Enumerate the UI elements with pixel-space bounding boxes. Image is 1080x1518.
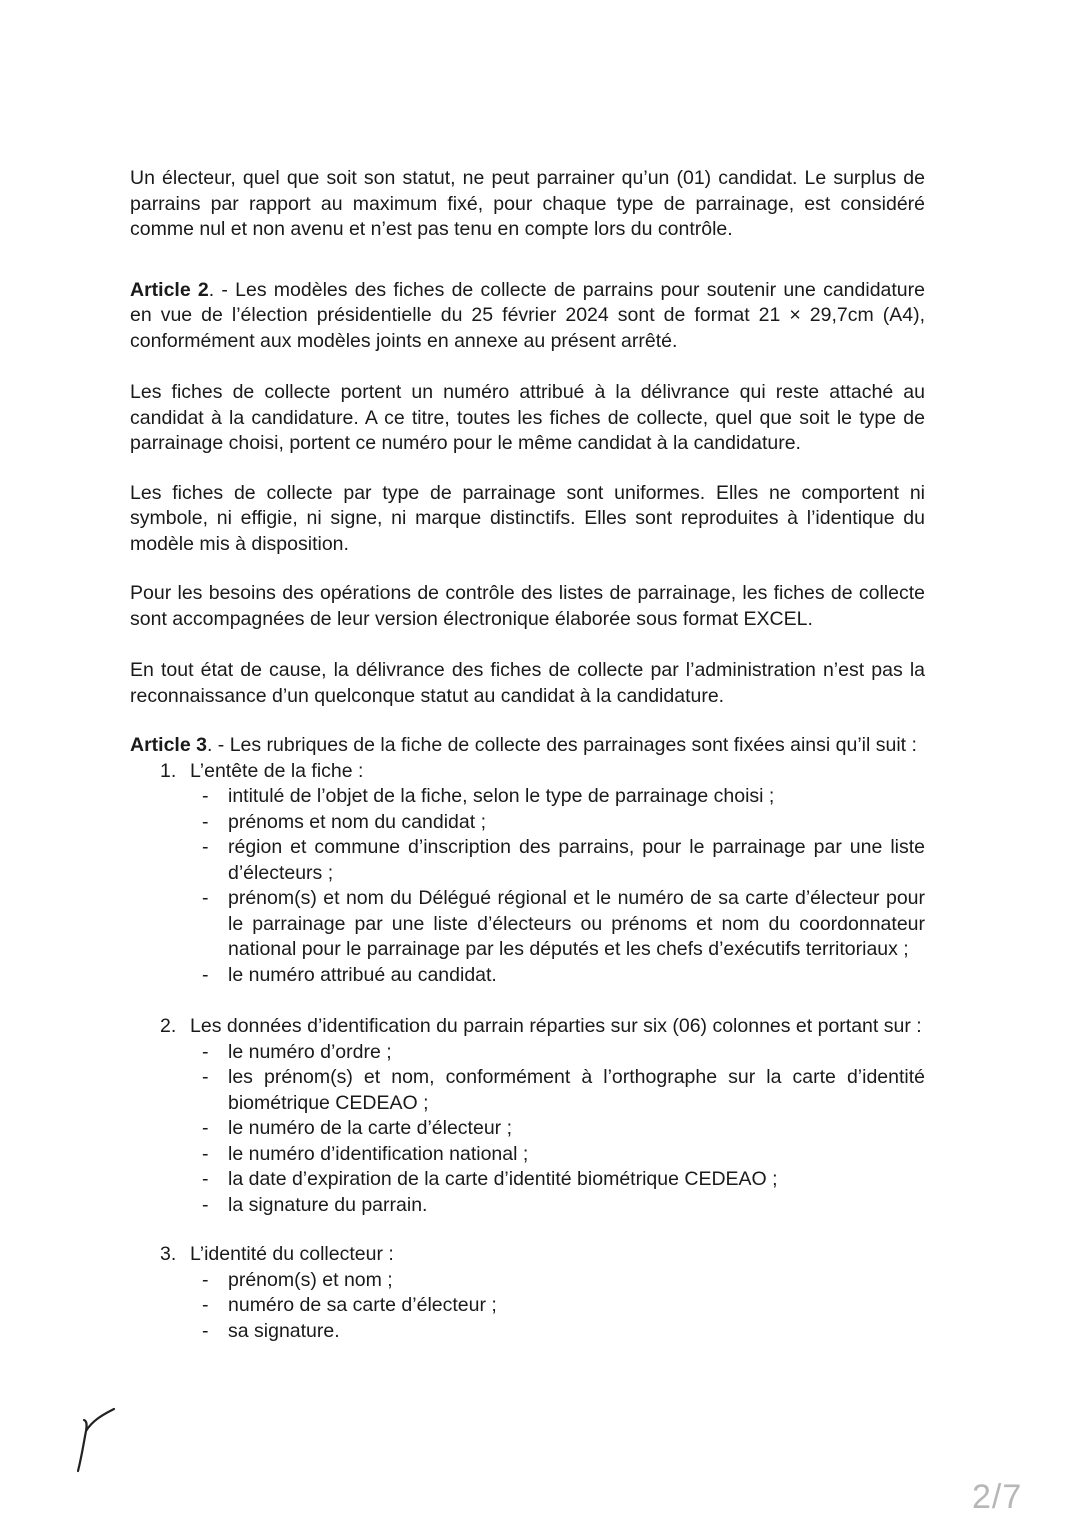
list-item: - le numéro d’identification national ;: [190, 1142, 925, 1168]
dash-bullet: -: [202, 1294, 209, 1316]
dash-bullet: -: [202, 810, 209, 833]
paragraph-version-excel: Pour les besoins des opérations de contrôle des listes de parrainage, les fiches de collecte sont accompagnées de leur version électronique élaborée sous format EXCEL.: [130, 582, 925, 630]
list-item: - le numéro de la carte d’électeur ;: [190, 1116, 925, 1142]
list-item: - prénom(s) et nom du Délégué régional et le numéro de sa carte d’électeur pour le parrainage par une liste d’électeurs ou prénoms et nom du coordonnateur national pour le parrainage par les députés et les chefs d’exécutifs territoriaux ;: [202, 887, 925, 960]
list-item: - région et commune d’inscription des parrains, pour le parrainage par une liste d’électeurs ;: [202, 836, 925, 884]
document-body: [130, 166, 925, 1344]
paragraph-article-3: [130, 733, 925, 759]
section-number: 1.: [160, 759, 177, 782]
section-number: 3.: [160, 1243, 177, 1265]
article-2-text: . - Les modèles des fiches de collecte de parrains pour soutenir une candidature en vue de l’élection présidentielle du 25 février 2024 sont de format 21 × 29,7cm (A4), conformément aux modèles joints en annexe au présent arrêté.: [130, 278, 925, 352]
section-title: L’identité du collecteur :: [190, 1243, 394, 1265]
dash-bullet: -: [202, 1268, 209, 1291]
dash-bullet: -: [202, 1319, 209, 1342]
initials-signature-mark: [70, 1405, 120, 1475]
dash-bullet: -: [202, 1040, 209, 1063]
paragraph-fiches-uniformes: Les fiches de collecte par type de parrainage sont uniformes. Elles ne comportent ni symbole, ni effigie, ni signe, ni marque distinctifs. Elles sont reproduites à l’identique du modèle mis à disposition.: [130, 481, 925, 555]
article-2-heading: Article 2: [130, 278, 209, 301]
list-item: - la date d’expiration de la carte d’identité biométrique CEDEAO ;: [190, 1167, 925, 1193]
paragraph-parrain-unique: Un électeur, quel que soit son statut, ne peut parrainer qu’un (01) candidat. Le surplus de parrains par rapport au maximum fixé, pour chaque type de parrainage, est considéré comme nul et non avenu et n’est pas tenu en compte lors du contrôle.: [130, 167, 925, 240]
list-item: - sa signature.: [190, 1319, 925, 1345]
list-section-donnees-parrain: [130, 1014, 925, 1218]
paragraph-numero-fiche: Les fiches de collecte portent un numéro attribué à la délivrance qui reste attaché au candidat à la candidature. A ce titre, toutes les fiches de collecte, quel que soit le type de parrainage choisi, portent ce numéro pour le même candidat à la candidature.: [130, 381, 925, 454]
list-item: - prénoms et nom du candidat ;: [190, 810, 925, 836]
dash-bullet: -: [202, 1142, 209, 1165]
list-item: - le numéro d’ordre ;: [190, 1040, 925, 1066]
list-section-collecteur: [130, 1242, 925, 1344]
dash-bullet: -: [202, 785, 209, 807]
list-item: - intitulé de l’objet de la fiche, selon le type de parrainage choisi ;: [190, 784, 925, 810]
article-3-heading: Article 3: [130, 734, 207, 756]
dash-bullet: -: [202, 1117, 209, 1139]
section-number: 2.: [160, 1015, 177, 1037]
paragraph-reconnaissance-statut: En tout état de cause, la délivrance des fiches de collecte par l’administration n’est pas la reconnaissance d’un quelconque statut au candidat à la candidature.: [130, 659, 925, 707]
dash-bullet: -: [202, 1193, 209, 1216]
sub-list: [190, 784, 925, 988]
list-item: - prénom(s) et nom ;: [190, 1268, 925, 1294]
section-title: L’entête de la fiche :: [190, 759, 364, 782]
rubriques-list: [130, 759, 925, 1345]
section-title: Les données d’identification du parrain réparties sur six (06) colonnes et portant sur :: [190, 1015, 922, 1037]
dash-bullet: -: [202, 836, 209, 858]
sub-list: [190, 1040, 925, 1219]
list-section-entete: [130, 759, 925, 989]
list-item: - le numéro attribué au candidat.: [190, 963, 925, 989]
dash-bullet: -: [202, 963, 209, 986]
dash-bullet: -: [202, 1066, 209, 1088]
article-3-text: . - Les rubriques de la fiche de collecte des parrainages sont fixées ainsi qu’il suit :: [206, 734, 917, 756]
dash-bullet: -: [202, 887, 209, 909]
sub-list: [190, 1268, 925, 1345]
list-item: - les prénom(s) et nom, conformément à l’orthographe sur la carte d’identité biométrique CEDEAO ;: [202, 1066, 925, 1114]
paragraph-article-2: [130, 278, 925, 355]
list-item: - la signature du parrain.: [190, 1193, 925, 1219]
list-item: - numéro de sa carte d’électeur ;: [190, 1293, 925, 1319]
dash-bullet: -: [202, 1168, 209, 1190]
page-number: 2/7: [972, 1478, 1023, 1516]
